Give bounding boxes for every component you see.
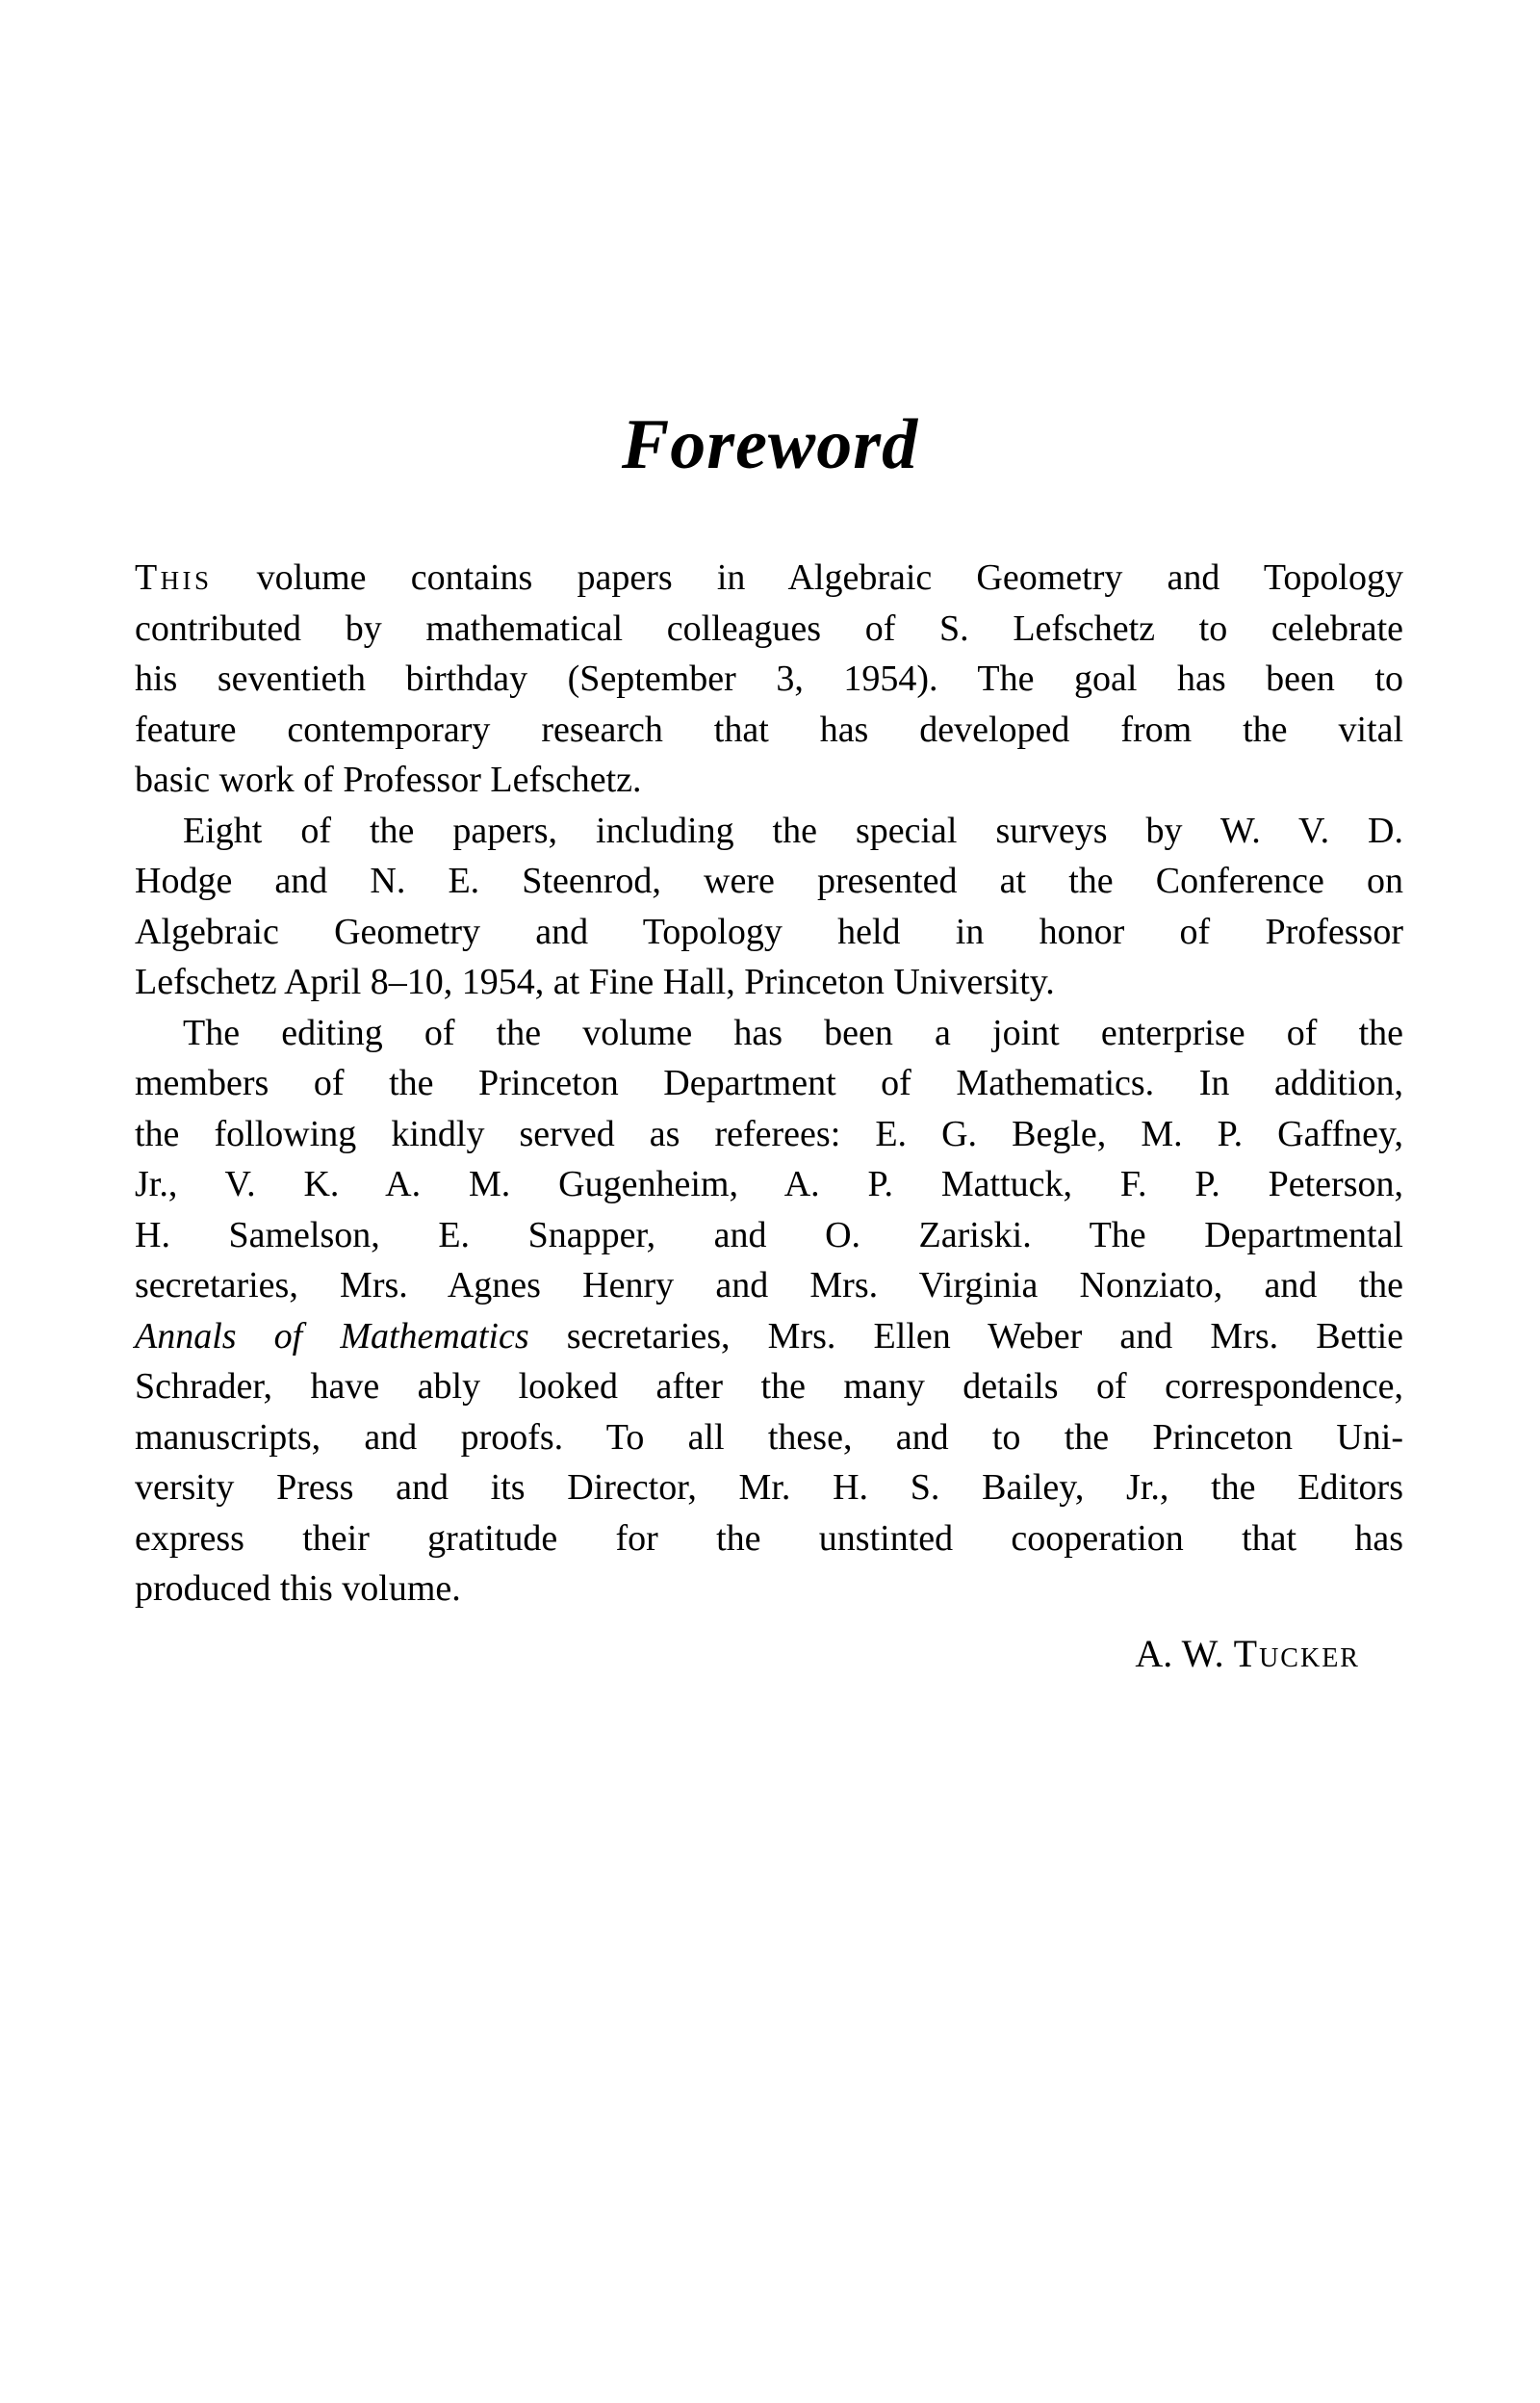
text-line	[135, 1563, 1403, 1615]
text-line	[135, 604, 1403, 655]
text-segment: basic work of Professor Lefschetz.	[135, 760, 642, 800]
text-segment: express their gratitude for the unstinted cooperation that has	[135, 1517, 1403, 1559]
text-line	[135, 806, 1403, 857]
text-segment: volume contains papers in Algebraic Geometry and Topology	[212, 557, 1403, 598]
text-segment: Hodge and N. E. Steenrod, were presented at the Conference on	[135, 861, 1403, 901]
text-line	[135, 1109, 1403, 1160]
text-line	[135, 553, 1403, 604]
text-segment: Jr., V. K. A. M. Gugenheim, A. P. Mattuck, F. P. Peterson,	[135, 1164, 1403, 1204]
text-line	[135, 1462, 1403, 1513]
text-line	[135, 856, 1403, 907]
text-segment: Schrader, have ably looked after the many details of correspondence,	[135, 1366, 1403, 1407]
text-line	[135, 1513, 1403, 1564]
text-segment: H. Samelson, E. Snapper, and O. Zariski. The Departmental	[135, 1214, 1403, 1255]
text-segment: Eight of the papers, including the special surveys by W. V. D.	[183, 810, 1403, 851]
text-segment: feature contemporary research that has developed from the vital	[135, 709, 1403, 750]
text-line	[135, 1311, 1403, 1362]
text-segment: manuscripts, and proofs. To all these, and to the Princeton Uni-	[135, 1416, 1403, 1458]
text-line	[135, 1361, 1403, 1412]
text-line	[135, 957, 1403, 1008]
text-line	[135, 705, 1403, 756]
text-line	[135, 1412, 1403, 1463]
italic-text: Annals of Mathematics	[135, 1315, 529, 1357]
text-segment: Lefschetz April 8–10, 1954, at Fine Hall, Princeton University.	[135, 962, 1055, 1002]
text-line	[135, 755, 1403, 806]
smallcaps-text: This	[135, 557, 213, 598]
signature-prefix: A. W.	[1135, 1632, 1234, 1675]
text-segment: his seventieth birthday (September 3, 1954). The goal has been to	[135, 659, 1403, 699]
text-segment: the following kindly served as referees: E. G. Begle, M. P. Gaffney,	[135, 1113, 1403, 1154]
text-segment: The editing of the volume has been a joint enterprise of the	[183, 1012, 1403, 1053]
text-segment: versity Press and its Director, Mr. H. S. Bailey, Jr., the Editors	[135, 1467, 1403, 1508]
text-line	[135, 1159, 1403, 1210]
text-segment: produced this volume.	[135, 1568, 461, 1609]
page-title: Foreword	[621, 405, 919, 484]
text-line	[135, 1260, 1403, 1311]
text-line	[135, 654, 1403, 705]
text-segment: secretaries, Mrs. Agnes Henry and Mrs. Virginia Nonziato, and the	[135, 1265, 1403, 1305]
text-segment: contributed by mathematical colleagues of S. Lefschetz to celebrate	[135, 607, 1403, 649]
text-segment: Algebraic Geometry and Topology held in honor of Professor	[135, 911, 1403, 952]
foreword-body	[135, 553, 1403, 1615]
signature-name: Tucker	[1233, 1632, 1360, 1675]
text-line	[135, 1058, 1403, 1109]
text-line	[135, 907, 1403, 958]
text-line	[135, 1008, 1403, 1059]
signature	[1135, 1629, 1360, 1680]
text-line	[135, 1210, 1403, 1261]
text-segment: members of the Princeton Department of Mathematics. In addition,	[135, 1063, 1403, 1103]
text-segment: secretaries, Mrs. Ellen Weber and Mrs. Bettie	[528, 1315, 1403, 1357]
